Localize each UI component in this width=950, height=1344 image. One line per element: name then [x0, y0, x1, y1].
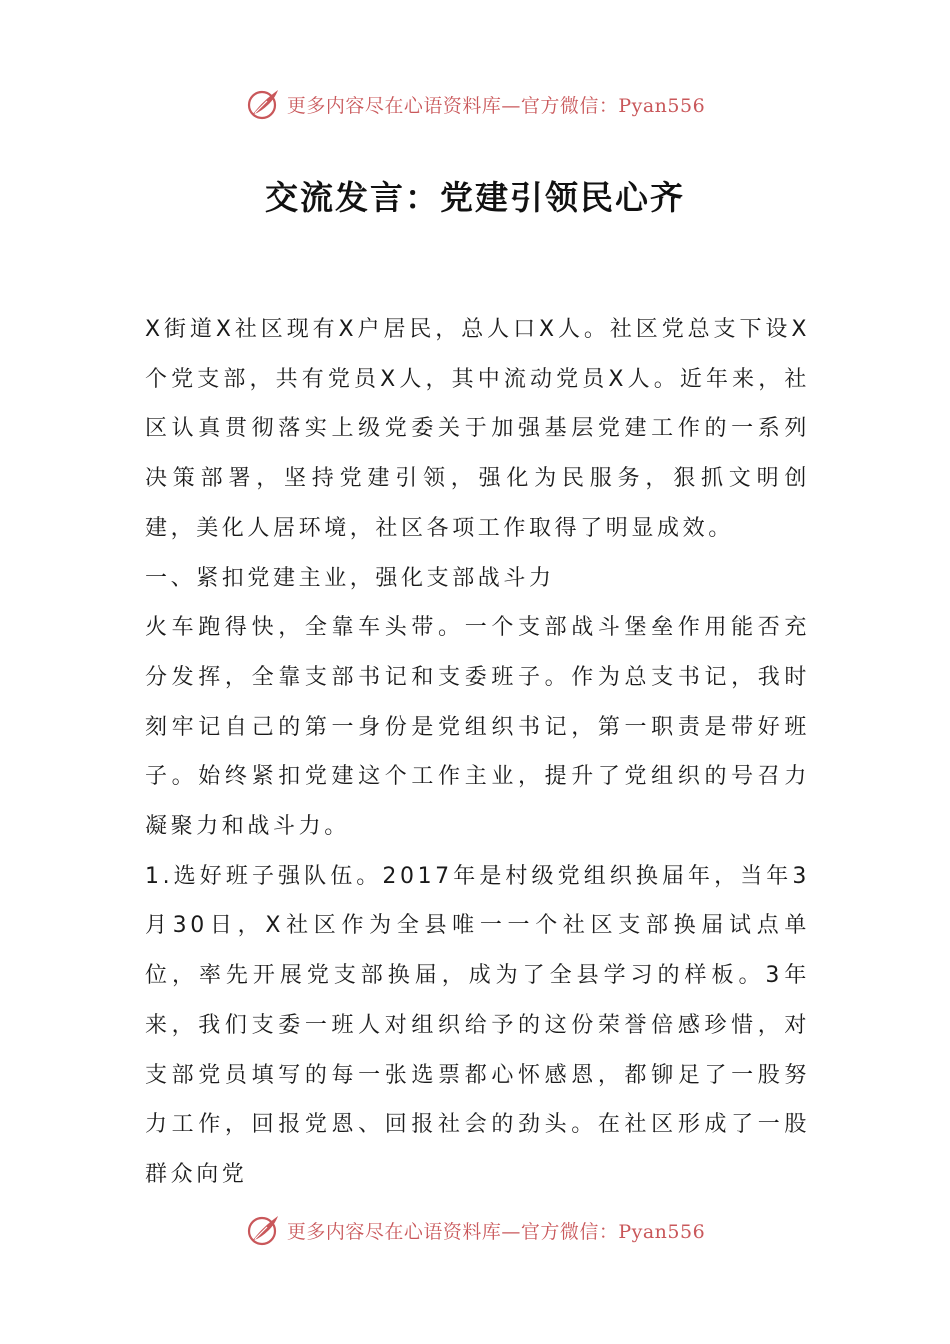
- watermark-footer: [0, 1210, 950, 1250]
- paragraph-section-1: 火车跑得快，全靠车头带。一个支部战斗堡垒作用能否充分发挥，全靠支部书记和支委班子。作为总支书记，我时刻牢记自己的第一身份是党组织书记，第一职责是带好班子。始终紧扣党建这个工作主业，提升了党组织的号召力凝聚力和战斗力。: [145, 615, 810, 840]
- document-body: [145, 305, 810, 1200]
- watermark-text: 更多内容尽在心语资料库—官方微信：Pyan556: [286, 1220, 706, 1243]
- watermark-text: 更多内容尽在心语资料库—官方微信：Pyan556: [286, 94, 706, 117]
- document-title: 交流发言：党建引领民心齐: [265, 178, 685, 217]
- section-heading-1: 一、紧扣党建主业，强化支部战斗力: [145, 565, 555, 591]
- watermark-header: [0, 84, 950, 124]
- quill-logo-icon: [245, 1212, 281, 1248]
- quill-logo-icon: [245, 86, 281, 122]
- paragraph-intro: X街道X社区现有X户居民，总人口X人。社区党总支下设X个党支部，共有党员X人，其中流动党员X人。近年来，社区认真贯彻落实上级党委关于加强基层党建工作的一系列决策部署，坚持党建引领，强化为民服务，狠抓文明创建，美化人居环境，社区各项工作取得了明显成效。: [145, 317, 810, 541]
- paragraph-item-1: 1.选好班子强队伍。2017年是村级党组织换届年，当年3月30日，X社区作为全县唯一一个社区支部换届试点单位，率先开展党支部换届，成为了全县学习的样板。3年来，我们支委一班人对组织给予的这份荣誉倍感珍惜，对支部党员填写的每一张选票都心怀感恩，都铆足了一股努力工作，回报党恩、回报社会的劲头。在社区形成了一股群众向党: [145, 863, 810, 1187]
